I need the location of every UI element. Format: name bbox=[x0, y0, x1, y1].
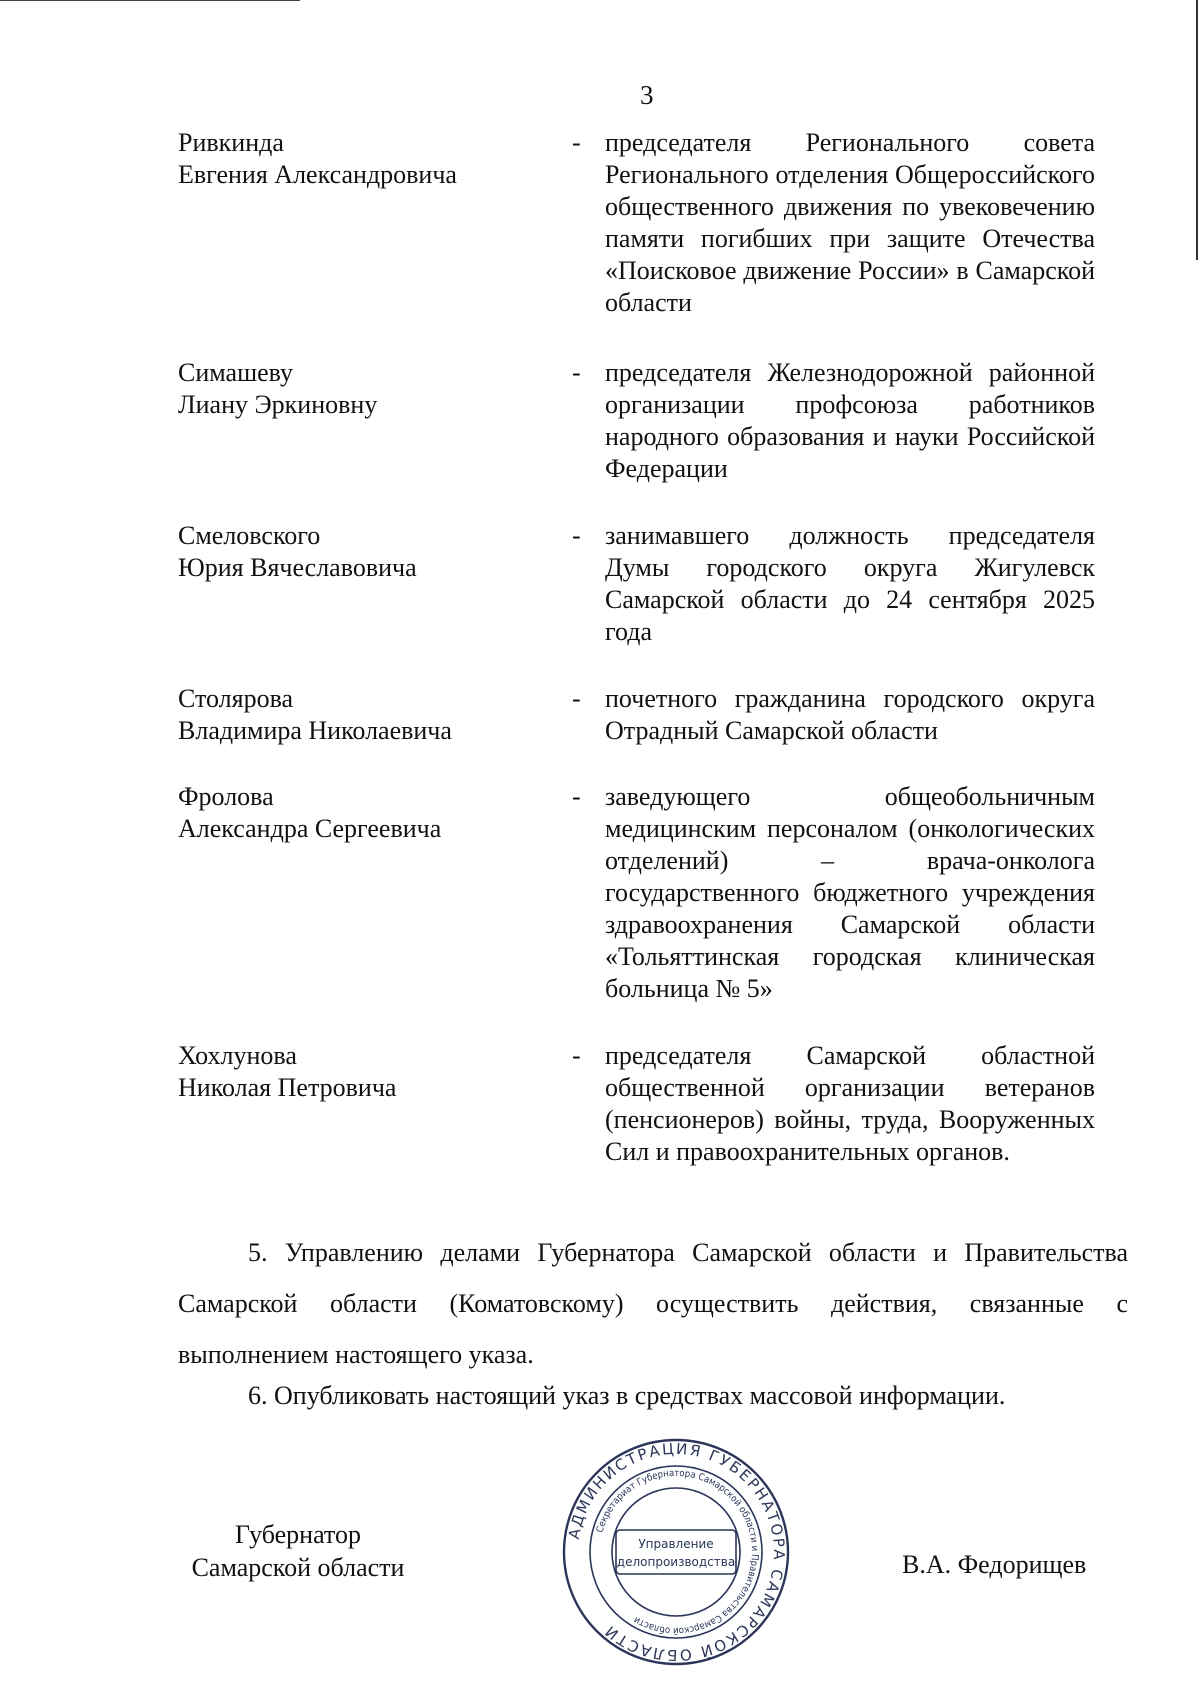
person-name bbox=[178, 683, 528, 747]
person-name bbox=[178, 1040, 528, 1104]
seal-inner-text: Секретариат Губернатора Самарской области и Правительства Самарской области bbox=[594, 1467, 761, 1637]
given-names: Александра Сергеевича bbox=[178, 814, 442, 843]
given-names: Владимира Николаевича bbox=[178, 716, 452, 745]
paragraph-6: 6. Опубликовать настоящий указ в средствах массовой информации. bbox=[248, 1381, 1006, 1410]
given-names: Николая Петровича bbox=[178, 1073, 397, 1102]
page-number: 3 bbox=[640, 80, 654, 110]
signature-position bbox=[178, 1518, 418, 1584]
seal-center-line-1: Управление bbox=[638, 1537, 714, 1551]
person-name bbox=[178, 127, 528, 191]
surname: Хохлунова bbox=[178, 1041, 297, 1070]
surname: Симашеву bbox=[178, 358, 294, 387]
entry-dash: - bbox=[572, 521, 581, 550]
given-names: Лиану Эркиновну bbox=[178, 390, 378, 419]
seal-outer-text: АДМИНИСТРАЦИЯ ГУБЕРНАТОРА САМАРСКОЙ ОБЛАСТИ bbox=[564, 1439, 789, 1665]
entry-description: председателя Самарской областной общественной организации ветеранов (пенсионеров) войны, труда, Вооруженных Сил и правоохранительных органов. bbox=[605, 1041, 1095, 1166]
official-seal bbox=[560, 1436, 792, 1668]
paragraph-5: 5. Управлению делами Губернатора Самарской области и Правительства Самарской области (Коматовскому) осуществить действия, связанные с выполнением настоящего указа. bbox=[178, 1238, 1128, 1369]
seal-ring bbox=[612, 1488, 740, 1616]
entry-dash: - bbox=[572, 782, 581, 811]
entry-dash: - bbox=[572, 684, 581, 713]
given-names: Евгения Александровича bbox=[178, 160, 457, 189]
entry-description: почетного гражданина городского округа Отрадный Самарской области bbox=[605, 684, 1095, 745]
person-name bbox=[178, 781, 528, 845]
entry-description: занимавшего должность председателя Думы городского округа Жигулевск Самарской области до 24 сентября 2025 года bbox=[605, 521, 1095, 646]
scan-artifact-line bbox=[0, 0, 300, 1]
surname: Фролова bbox=[178, 782, 274, 811]
scan-edge-mark bbox=[1196, 0, 1198, 260]
entry-dash: - bbox=[572, 1041, 581, 1070]
person-name bbox=[178, 520, 528, 584]
entry-description: председателя Железнодорожной районной организации профсоюза работников народного образования и науки Российской Федерации bbox=[605, 358, 1095, 483]
entry-dash: - bbox=[572, 128, 581, 157]
surname: Столярова bbox=[178, 684, 294, 713]
surname: Ривкинда bbox=[178, 128, 284, 157]
entry-dash: - bbox=[572, 358, 581, 387]
position-title: Губернатор bbox=[235, 1520, 361, 1549]
given-names: Юрия Вячеславовича bbox=[178, 553, 417, 582]
entry-description: председателя Регионального совета Регионального отделения Общероссийского общественного движения по увековечению памяти погибших при защите Отечества «Поисковое движение России» в Самарской области bbox=[605, 128, 1095, 317]
surname: Смеловского bbox=[178, 521, 321, 550]
entry-description: заведующего общеобольничным медицинским персоналом (онкологических отделений) – врача-онколога государственного бюджетного учреждения здравоохранения Самарской области «Тольяттинская городская клиническая больница № 5» bbox=[605, 782, 1095, 1003]
seal-center-line-2: делопроизводства bbox=[616, 1555, 736, 1569]
person-name bbox=[178, 357, 528, 421]
position-region: Самарской области bbox=[191, 1553, 405, 1582]
signatory-name: В.А. Федорищев bbox=[902, 1550, 1087, 1579]
